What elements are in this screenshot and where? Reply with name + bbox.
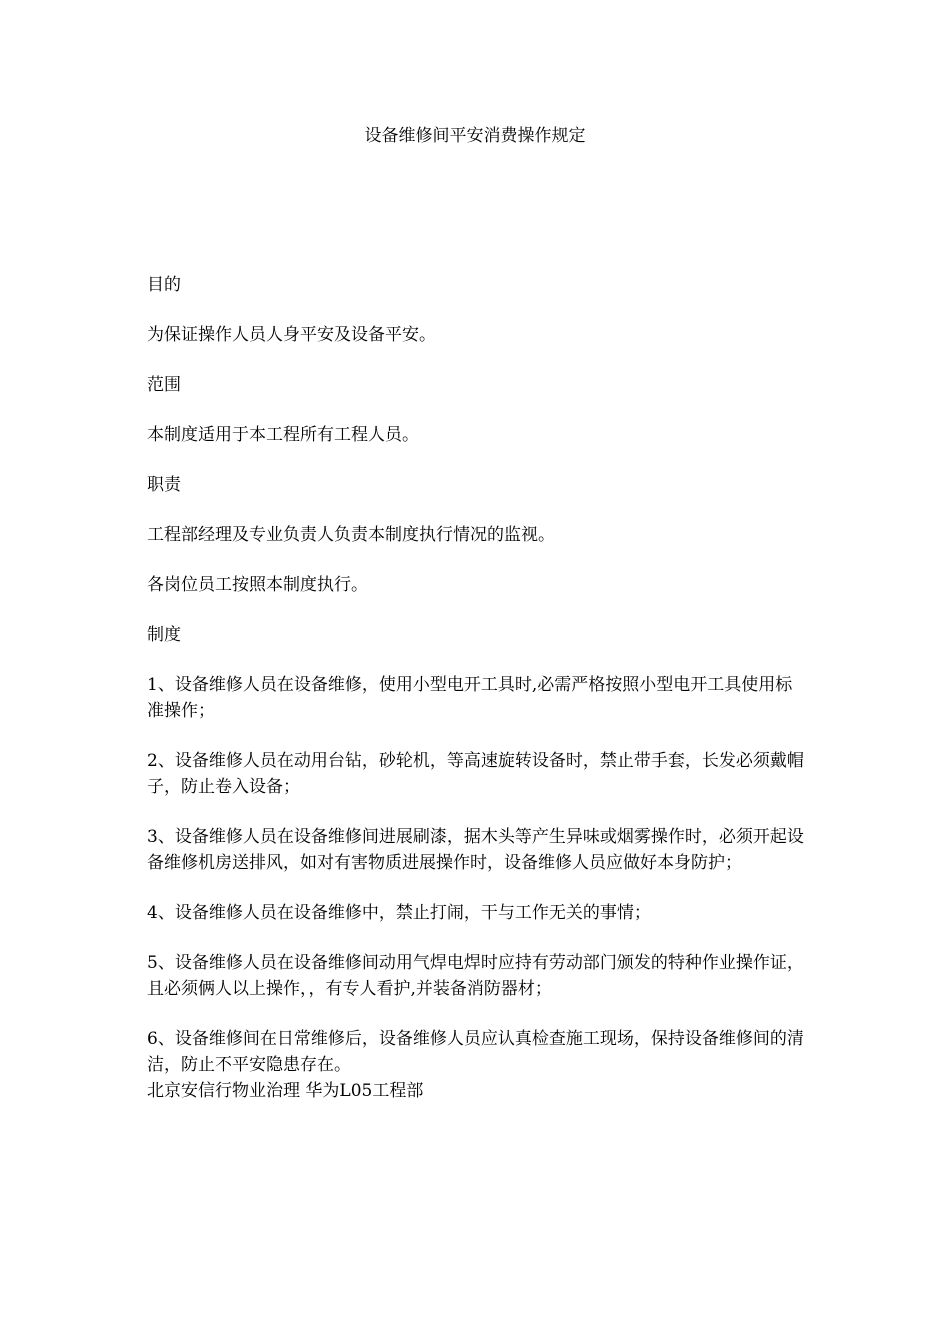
- footer-organization: 北京安信行物业治理 华为L05工程部: [147, 1081, 424, 1101]
- duty-heading: 职责: [147, 475, 181, 495]
- duty-text-2: 各岗位员工按照本制度执行。: [147, 575, 368, 595]
- duty-text-1: 工程部经理及专业负责人负责本制度执行情况的监视。: [147, 525, 555, 545]
- rule-item: 4、设备维修人员在设备维修中，禁止打闹，干与工作无关的事情；: [147, 903, 651, 923]
- rule-item: 2、设备维修人员在动用台钻，砂轮机，等高速旋转设备时，禁止带手套，长发必须戴帽子，防止卷入设备；: [147, 751, 804, 797]
- scope-heading: 范围: [147, 375, 181, 395]
- document-body: [147, 272, 807, 1104]
- scope-text: 本制度适用于本工程所有工程人员。: [147, 425, 419, 445]
- document-title: 设备维修间平安消费操作规定: [364, 126, 586, 146]
- rules-heading: 制度: [147, 625, 181, 645]
- purpose-text: 为保证操作人员人身平安及设备平安。: [147, 325, 436, 345]
- rule-item: 6、设备维修间在日常维修后，设备维修人员应认真检查施工现场，保持设备维修间的清洁，防止不平安隐患存在。: [147, 1029, 804, 1075]
- rule-item: 5、设备维修人员在设备维修间动用气焊电焊时应持有劳动部门颁发的特种作业操作证，且必须俩人以上操作，，有专人看护,并装备消防器材；: [147, 953, 804, 999]
- rule-item: 3、设备维修人员在设备维修间进展刷漆，据木头等产生异味或烟雾操作时，必须开起设备维修机房送排风，如对有害物质进展操作时，设备维修人员应做好本身防护；: [147, 827, 804, 873]
- rule-item: 1、设备维修人员在设备维修，使用小型电开工具时,必需严格按照小型电开工具使用标准操作；: [147, 675, 793, 721]
- purpose-heading: 目的: [147, 275, 181, 295]
